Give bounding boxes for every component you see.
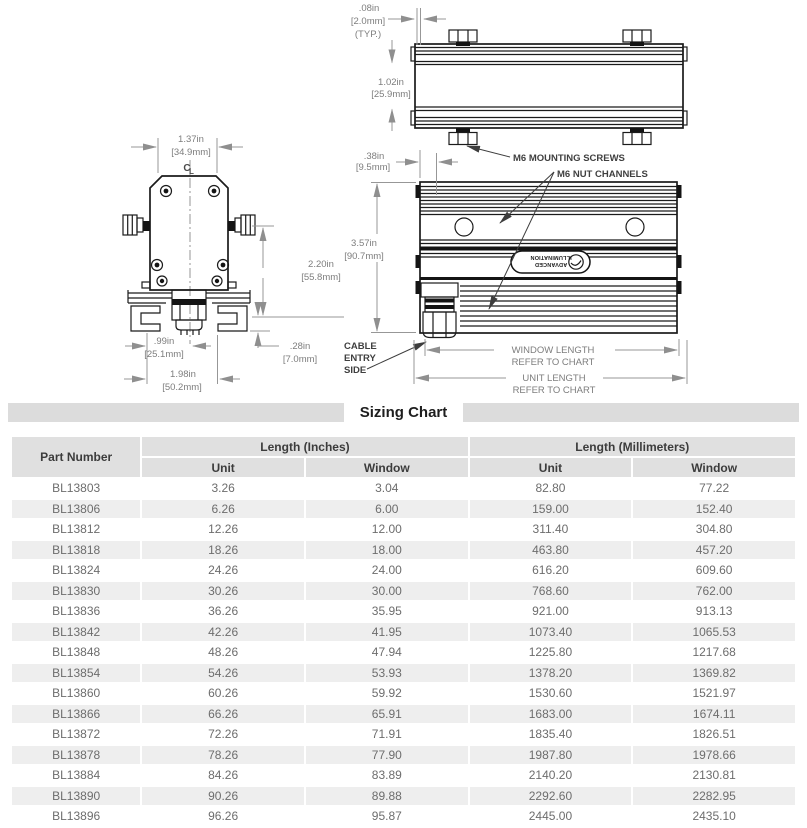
table-row [12,500,795,519]
logo-text: ILLUMINATION [530,254,572,260]
side-view-fins-upper [420,187,677,258]
cell-in_unit: 78.26 [142,746,304,765]
cell-in_unit: 96.26 [142,807,304,826]
cell-mm_window: 2435.10 [633,807,795,826]
cell-in_window: 65.91 [306,705,468,724]
dim-label: UNIT LENGTH [522,373,586,384]
cell-in_window: 12.00 [306,520,468,539]
cell-mm_window: 2130.81 [633,766,795,785]
cell-mm_window: 304.80 [633,520,795,539]
dim-3-57 [344,183,416,333]
side-view-fins-lower [460,286,677,326]
cell-mm_window: 1065.53 [633,623,795,642]
cell-in_unit: 72.26 [142,725,304,744]
cell-mm_unit: 1073.40 [470,623,632,642]
col-header-unit-inches: Unit [142,458,304,477]
cell-mm_unit: 2140.20 [470,766,632,785]
cell-in_unit: 24.26 [142,561,304,580]
title-band-bar-right [463,403,799,422]
end-view-body [150,176,228,290]
cell-in_window: 95.87 [306,807,468,826]
cell-mm_unit: 768.60 [470,582,632,601]
dim-1-98 [124,335,240,393]
table-row [12,520,795,539]
end-view [123,134,344,393]
cell-in_window: 35.95 [306,602,468,621]
callout-label: SIDE [344,365,367,376]
cell-part: BL13890 [12,787,140,806]
dim-label: [9.5mm] [355,162,391,173]
dim-0-99 [125,333,211,360]
table-row [12,623,795,642]
table-row [12,746,795,765]
dim-label: 3.57in [351,238,377,249]
dim-2-20 [252,226,344,317]
cell-part: BL13878 [12,746,140,765]
cell-mm_unit: 82.80 [470,479,632,498]
cell-part: BL13803 [12,479,140,498]
cell-mm_window: 2282.95 [633,787,795,806]
dim-label: REFER TO CHART [511,357,595,368]
cell-in_unit: 66.26 [142,705,304,724]
logo-text: ADVANCED [534,261,568,267]
side-view-band [420,247,677,251]
cell-mm_unit: 1378.20 [470,664,632,683]
cell-mm_window: 609.60 [633,561,795,580]
cell-part: BL13806 [12,500,140,519]
cell-part: BL13824 [12,561,140,580]
cell-part: BL13884 [12,766,140,785]
top-view [351,3,687,145]
dim-label: 1.37in [178,134,204,145]
cell-mm_unit: 616.20 [470,561,632,580]
top-view-endcaps [411,47,687,125]
cell-part: BL13830 [12,582,140,601]
cell-mm_window: 762.00 [633,582,795,601]
sizing-table-body [12,479,795,826]
cell-mm_unit: 159.00 [470,500,632,519]
table-row [12,479,795,498]
dim-label: 2.20in [308,259,334,270]
cell-in_unit: 60.26 [142,684,304,703]
col-header-window-mm: Window [633,458,795,477]
dim-label: .38in [363,151,385,162]
dim-label: .99in [153,336,175,347]
dim-label: 1.02in [378,77,404,88]
cell-mm_unit: 1225.80 [470,643,632,662]
cell-mm_unit: 311.40 [470,520,632,539]
technical-drawing [0,0,807,400]
cell-mm_window: 1369.82 [633,664,795,683]
sizing-chart-title-band [8,403,799,422]
dim-label: [25.9mm] [371,89,411,100]
cell-in_window: 59.92 [306,684,468,703]
callout-label: M6 NUT CHANNELS [557,169,648,180]
cell-part: BL13860 [12,684,140,703]
table-row [12,684,795,703]
dim-label: [90.7mm] [344,251,384,262]
cell-mm_unit: 1835.40 [470,725,632,744]
cell-part: BL13848 [12,643,140,662]
cell-in_unit: 42.26 [142,623,304,642]
dim-label: (TYP.) [354,29,382,40]
cell-part: BL13836 [12,602,140,621]
table-row [12,643,795,662]
col-header-window-inches: Window [306,458,468,477]
cell-in_unit: 3.26 [142,479,304,498]
cell-mm_unit: 1987.80 [470,746,632,765]
cell-in_unit: 90.26 [142,787,304,806]
cell-mm_window: 1217.68 [633,643,795,662]
cell-in_window: 18.00 [306,541,468,560]
cell-mm_window: 1978.66 [633,746,795,765]
top-view-lines [415,48,683,125]
cell-part: BL13872 [12,725,140,744]
col-header-unit-mm: Unit [470,458,632,477]
cell-in_window: 83.89 [306,766,468,785]
table-row [12,807,795,826]
table-row [12,787,795,806]
cell-in_unit: 18.26 [142,541,304,560]
dim-label: [7.0mm] [282,354,318,365]
cell-in_unit: 48.26 [142,643,304,662]
dim-label: .08in [358,3,380,14]
cell-in_window: 89.88 [306,787,468,806]
table-row [12,582,795,601]
dim-label: REFER TO CHART [512,385,596,396]
dim-label: .28in [289,341,311,352]
advanced-illumination-logo [511,251,590,273]
callout-label: M6 MOUNTING SCREWS [513,153,625,164]
dim-1-02 [371,40,411,131]
table-row [12,664,795,683]
table-row [12,725,795,744]
cell-in_window: 30.00 [306,582,468,601]
table-row [12,766,795,785]
cell-in_window: 3.04 [306,479,468,498]
thumbscrew-hole-left [455,218,473,236]
col-header-part-number: Part Number [12,437,140,477]
dim-label: [34.9mm] [171,147,211,158]
cell-mm_unit: 2445.00 [470,807,632,826]
table-row [12,705,795,724]
cell-part: BL13866 [12,705,140,724]
dim-label: [55.8mm] [301,272,341,283]
cell-in_unit: 6.26 [142,500,304,519]
table-row [12,561,795,580]
dim-window-length [425,339,679,368]
cell-in_window: 47.94 [306,643,468,662]
cell-mm_window: 1521.97 [633,684,795,703]
dim-label: [50.2mm] [162,382,202,393]
cell-in_unit: 36.26 [142,602,304,621]
table-row [12,541,795,560]
nut-channel-left [131,306,160,331]
title-band-bar-left [8,403,344,422]
sizing-table-head [12,437,795,477]
cell-in_window: 41.95 [306,623,468,642]
cell-in_window: 71.91 [306,725,468,744]
side-view [344,146,687,396]
cell-mm_unit: 1683.00 [470,705,632,724]
cell-part: BL13842 [12,623,140,642]
cell-mm_window: 913.13 [633,602,795,621]
end-view-heatsink [128,290,250,335]
cell-mm_window: 457.20 [633,541,795,560]
col-header-mm-group: Length (Millimeters) [470,437,795,456]
cell-mm_unit: 463.80 [470,541,632,560]
cell-mm_window: 1826.51 [633,725,795,744]
end-view-side-bolts [123,215,255,288]
cell-in_window: 24.00 [306,561,468,580]
cell-mm_window: 1674.11 [633,705,795,724]
cell-in_window: 53.93 [306,664,468,683]
nut-channel-right [218,306,247,331]
top-view-body [415,44,683,128]
callout-label: ENTRY [344,353,376,364]
cell-mm_unit: 921.00 [470,602,632,621]
cell-in_window: 77.90 [306,746,468,765]
cell-in_unit: 54.26 [142,664,304,683]
table-row [12,602,795,621]
cell-mm_window: 77.22 [633,479,795,498]
dim-0-08-typ [351,3,446,45]
callout-label: CABLE [344,341,377,352]
cell-in_window: 6.00 [306,500,468,519]
cell-part: BL13854 [12,664,140,683]
cell-in_unit: 84.26 [142,766,304,785]
centerline-symbol-l: L [189,167,194,176]
cell-mm_unit: 2292.60 [470,787,632,806]
cell-mm_window: 152.40 [633,500,795,519]
sizing-table [10,435,797,828]
dim-label: [2.0mm] [350,16,386,27]
dim-0-28 [250,302,317,365]
dim-0-38 [356,150,458,195]
cell-mm_unit: 1530.60 [470,684,632,703]
sizing-chart-title: Sizing Chart [359,404,448,421]
cell-in_unit: 12.26 [142,520,304,539]
cell-part: BL13818 [12,541,140,560]
cell-part: BL13896 [12,807,140,826]
cell-part: BL13812 [12,520,140,539]
cable-gland [421,283,458,338]
dim-label: 1.98in [170,369,196,380]
thumbscrew-hole-right [626,218,644,236]
side-view-band2 [420,277,677,280]
dim-label: WINDOW LENGTH [511,345,595,356]
dim-label: [25.1mm] [144,349,184,360]
cell-in_unit: 30.26 [142,582,304,601]
callout-mounting-screws [467,146,625,164]
centerline-symbol-c: C [183,163,191,174]
col-header-inches-group: Length (Inches) [142,437,467,456]
